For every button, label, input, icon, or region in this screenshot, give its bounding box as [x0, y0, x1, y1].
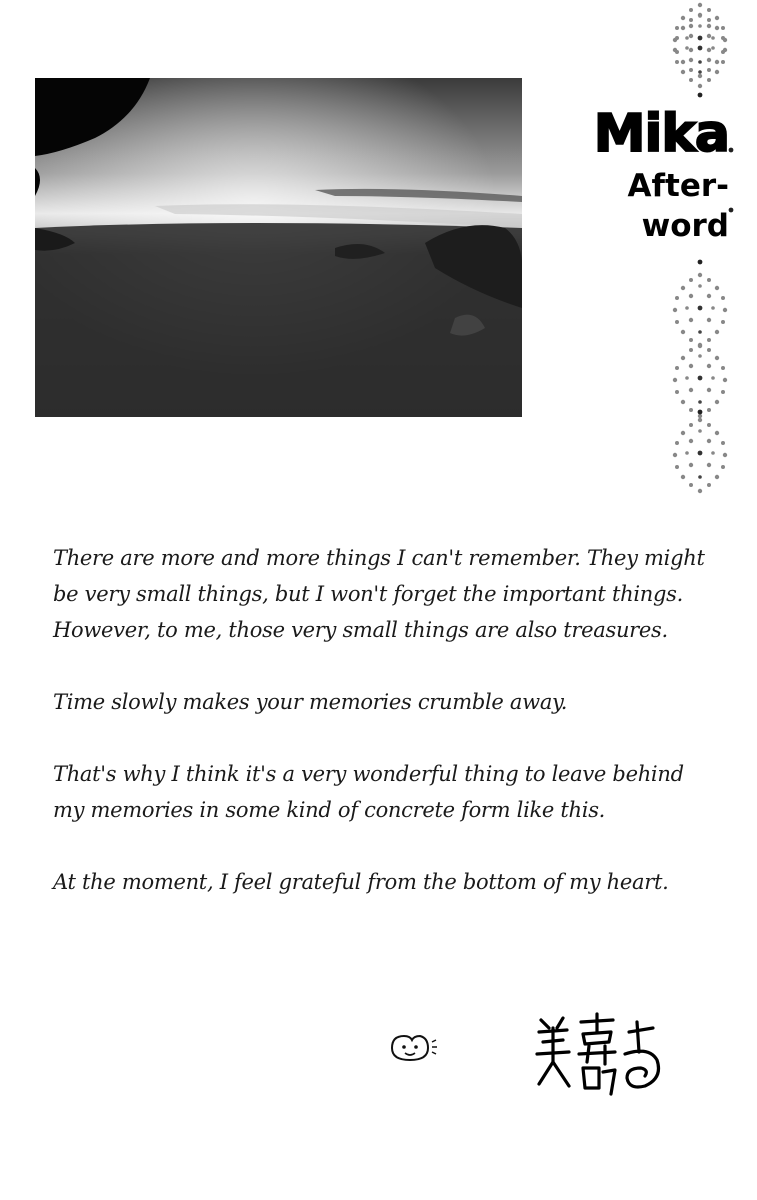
paragraph-1: There are more and more things I can't remember. They might be very small things, but I won't forget the important things. However, to me, those very small things are also treasures.	[53, 546, 705, 642]
paragraph-4: At the moment, I feel grateful from the bottom of my heart.	[53, 870, 669, 894]
paragraph-3: That's why I think it's a very wonderful thing to leave behind my memories in some kind of concrete form like this.	[53, 762, 684, 822]
title-block	[593, 104, 729, 246]
page-title: Mika	[593, 104, 729, 164]
paragraph-2: Time slowly makes your memories crumble away.	[53, 690, 568, 714]
afterword-text	[53, 540, 713, 936]
page-subtitle-line2: word	[641, 208, 729, 244]
handwritten-signature-icon	[533, 1012, 668, 1102]
sky-photo	[35, 78, 522, 417]
decorative-dots-icon	[661, 0, 739, 510]
smiley-face-doodle-icon	[388, 1030, 438, 1066]
page-subtitle-line1: After-	[627, 168, 729, 204]
airplane-window-sky-photo-icon	[35, 78, 522, 417]
